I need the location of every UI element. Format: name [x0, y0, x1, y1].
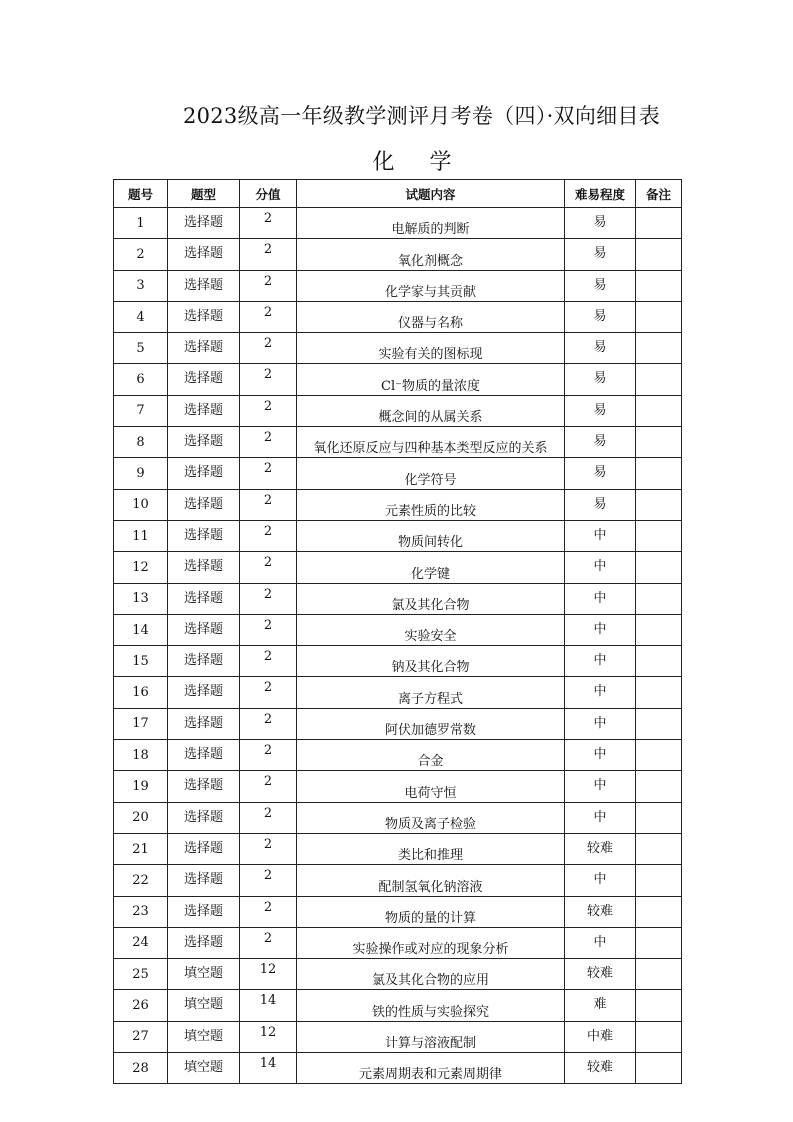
cell-difficulty: 易: [565, 208, 636, 239]
cell-content: 物质的量的计算: [297, 896, 565, 927]
cell-no: 5: [114, 333, 168, 364]
cell-score: 2: [240, 646, 297, 677]
cell-no: 22: [114, 865, 168, 896]
table-row: [114, 865, 682, 896]
cell-no: 28: [114, 1053, 168, 1084]
subject-title: 化 学: [372, 150, 466, 175]
table-row: [114, 771, 682, 802]
cell-content: 计算与溶液配制: [297, 1021, 565, 1052]
table-row: [114, 489, 682, 520]
cell-difficulty: 易: [565, 427, 636, 458]
cell-content: 物质间转化: [297, 520, 565, 551]
cell-content: 化学键: [297, 552, 565, 583]
cell-score: 2: [240, 520, 297, 551]
cell-score: 12: [240, 1021, 297, 1052]
table-row: [114, 458, 682, 489]
cell-no: 19: [114, 771, 168, 802]
cell-type: 选择题: [168, 677, 240, 708]
cell-remark: [636, 740, 682, 771]
cell-content: 氯及其化合物的应用: [297, 959, 565, 990]
cell-no: 16: [114, 677, 168, 708]
cell-score: 2: [240, 270, 297, 301]
table-row: [114, 1021, 682, 1052]
cell-difficulty: 中: [565, 583, 636, 614]
cell-no: 6: [114, 364, 168, 395]
cell-remark: [636, 208, 682, 239]
cell-content: 实验操作或对应的现象分析: [297, 927, 565, 958]
cell-content: 氯及其化合物: [297, 583, 565, 614]
cell-type: 选择题: [168, 552, 240, 583]
cell-score: 14: [240, 990, 297, 1021]
cell-type: 选择题: [168, 865, 240, 896]
cell-type: 选择题: [168, 489, 240, 520]
cell-no: 3: [114, 270, 168, 301]
cell-no: 14: [114, 614, 168, 645]
cell-remark: [636, 1021, 682, 1052]
cell-remark: [636, 771, 682, 802]
cell-type: 选择题: [168, 927, 240, 958]
cell-score: 2: [240, 239, 297, 270]
cell-difficulty: 难: [565, 990, 636, 1021]
header-content: 试题内容: [297, 180, 565, 208]
table-header-row: [114, 180, 682, 208]
cell-no: 4: [114, 301, 168, 332]
cell-score: 2: [240, 708, 297, 739]
cell-type: 选择题: [168, 802, 240, 833]
table-row: [114, 833, 682, 864]
cell-score: 2: [240, 301, 297, 332]
cell-difficulty: 易: [565, 270, 636, 301]
cell-content: 化学家与其贡献: [297, 270, 565, 301]
cell-content: 化学符号: [297, 458, 565, 489]
cell-type: 选择题: [168, 614, 240, 645]
table-row: [114, 1053, 682, 1084]
cell-type: 选择题: [168, 239, 240, 270]
cell-difficulty: 中: [565, 802, 636, 833]
cell-remark: [636, 646, 682, 677]
table-row: [114, 959, 682, 990]
cell-remark: [636, 896, 682, 927]
cell-type: 选择题: [168, 208, 240, 239]
table-row: [114, 333, 682, 364]
cell-difficulty: 易: [565, 364, 636, 395]
cell-no: 9: [114, 458, 168, 489]
table-row: [114, 552, 682, 583]
table-row: [114, 646, 682, 677]
cell-score: 2: [240, 333, 297, 364]
table-row: [114, 583, 682, 614]
cell-score: 2: [240, 208, 297, 239]
cell-remark: [636, 270, 682, 301]
cell-content: 仪器与名称: [297, 301, 565, 332]
cell-content: 阿伏加德罗常数: [297, 708, 565, 739]
cell-type: 选择题: [168, 270, 240, 301]
cell-no: 7: [114, 395, 168, 426]
cell-no: 10: [114, 489, 168, 520]
cell-content: 元素性质的比较: [297, 489, 565, 520]
cell-content: 元素周期表和元素周期律: [297, 1053, 565, 1084]
cell-no: 20: [114, 802, 168, 833]
table-row: [114, 990, 682, 1021]
cell-remark: [636, 333, 682, 364]
cell-content: 概念间的从属关系: [297, 395, 565, 426]
cell-type: 选择题: [168, 740, 240, 771]
cell-no: 17: [114, 708, 168, 739]
cell-difficulty: 中: [565, 740, 636, 771]
cell-difficulty: 易: [565, 239, 636, 270]
cell-remark: [636, 552, 682, 583]
table-row: [114, 270, 682, 301]
cell-no: 24: [114, 927, 168, 958]
cell-remark: [636, 802, 682, 833]
header-type: 题型: [168, 180, 240, 208]
cell-score: 2: [240, 833, 297, 864]
cell-score: 2: [240, 489, 297, 520]
cell-remark: [636, 239, 682, 270]
cell-remark: [636, 520, 682, 551]
cell-content: 电荷守恒: [297, 771, 565, 802]
table-row: [114, 301, 682, 332]
cell-type: 选择题: [168, 458, 240, 489]
table-row: [114, 364, 682, 395]
cell-score: 2: [240, 896, 297, 927]
cell-type: 选择题: [168, 833, 240, 864]
cell-remark: [636, 865, 682, 896]
cell-no: 1: [114, 208, 168, 239]
table-row: [114, 677, 682, 708]
cell-type: 选择题: [168, 427, 240, 458]
cell-content: 电解质的判断: [297, 208, 565, 239]
cell-score: 2: [240, 427, 297, 458]
cell-content: 离子方程式: [297, 677, 565, 708]
cell-score: 2: [240, 771, 297, 802]
cell-content: 氧化剂概念: [297, 239, 565, 270]
cell-difficulty: 中: [565, 552, 636, 583]
cell-remark: [636, 833, 682, 864]
cell-score: 2: [240, 802, 297, 833]
cell-difficulty: 中: [565, 865, 636, 896]
cell-type: 选择题: [168, 896, 240, 927]
cell-score: 2: [240, 458, 297, 489]
cell-no: 8: [114, 427, 168, 458]
cell-difficulty: 中: [565, 646, 636, 677]
cell-type: 填空题: [168, 1021, 240, 1052]
cell-content: 实验有关的图标现: [297, 333, 565, 364]
table-row: [114, 395, 682, 426]
cell-type: 选择题: [168, 583, 240, 614]
cell-difficulty: 中: [565, 771, 636, 802]
cell-no: 21: [114, 833, 168, 864]
cell-type: 填空题: [168, 959, 240, 990]
cell-type: 填空题: [168, 990, 240, 1021]
cell-difficulty: 较难: [565, 833, 636, 864]
cell-content: Cl⁻物质的量浓度: [297, 364, 565, 395]
cell-content: 铁的性质与实验探究: [297, 990, 565, 1021]
cell-difficulty: 易: [565, 489, 636, 520]
cell-type: 选择题: [168, 520, 240, 551]
header-difficulty: 难易程度: [565, 180, 636, 208]
cell-remark: [636, 1053, 682, 1084]
cell-remark: [636, 364, 682, 395]
cell-content: 配制氢氧化钠溶液: [297, 865, 565, 896]
table-row: [114, 927, 682, 958]
cell-score: 2: [240, 740, 297, 771]
cell-no: 27: [114, 1021, 168, 1052]
cell-score: 12: [240, 959, 297, 990]
cell-content: 类比和推理: [297, 833, 565, 864]
cell-difficulty: 中: [565, 927, 636, 958]
table-row: [114, 239, 682, 270]
cell-remark: [636, 927, 682, 958]
cell-score: 2: [240, 865, 297, 896]
cell-type: 选择题: [168, 364, 240, 395]
header-remark: 备注: [636, 180, 682, 208]
cell-no: 23: [114, 896, 168, 927]
cell-no: 26: [114, 990, 168, 1021]
cell-remark: [636, 489, 682, 520]
table-row: [114, 614, 682, 645]
cell-difficulty: 较难: [565, 959, 636, 990]
cell-content: 钠及其化合物: [297, 646, 565, 677]
table-row: [114, 520, 682, 551]
cell-score: 2: [240, 583, 297, 614]
cell-score: 2: [240, 364, 297, 395]
cell-difficulty: 中: [565, 614, 636, 645]
table-row: [114, 802, 682, 833]
cell-no: 15: [114, 646, 168, 677]
cell-no: 2: [114, 239, 168, 270]
cell-content: 氧化还原反应与四种基本类型反应的关系: [297, 427, 565, 458]
cell-score: 2: [240, 677, 297, 708]
cell-remark: [636, 677, 682, 708]
cell-type: 选择题: [168, 771, 240, 802]
cell-remark: [636, 990, 682, 1021]
cell-content: 物质及离子检验: [297, 802, 565, 833]
header-score: 分值: [240, 180, 297, 208]
cell-difficulty: 中: [565, 520, 636, 551]
cell-type: 选择题: [168, 646, 240, 677]
cell-remark: [636, 614, 682, 645]
cell-no: 12: [114, 552, 168, 583]
cell-no: 13: [114, 583, 168, 614]
cell-difficulty: 中难: [565, 1021, 636, 1052]
cell-remark: [636, 708, 682, 739]
table-row: [114, 708, 682, 739]
table-row: [114, 427, 682, 458]
cell-remark: [636, 458, 682, 489]
cell-type: 选择题: [168, 333, 240, 364]
cell-no: 25: [114, 959, 168, 990]
cell-score: 14: [240, 1053, 297, 1084]
header-no: 题号: [114, 180, 168, 208]
cell-type: 填空题: [168, 1053, 240, 1084]
cell-no: 11: [114, 520, 168, 551]
table-row: [114, 208, 682, 239]
cell-score: 2: [240, 395, 297, 426]
cell-remark: [636, 301, 682, 332]
cell-type: 选择题: [168, 708, 240, 739]
cell-difficulty: 易: [565, 395, 636, 426]
cell-difficulty: 易: [565, 301, 636, 332]
cell-difficulty: 易: [565, 333, 636, 364]
cell-difficulty: 较难: [565, 1053, 636, 1084]
document-title: 2023级高一年级教学测评月考卷（四）·双向细目表: [182, 104, 661, 128]
cell-type: 选择题: [168, 301, 240, 332]
table-row: [114, 740, 682, 771]
cell-content: 合金: [297, 740, 565, 771]
cell-no: 18: [114, 740, 168, 771]
cell-remark: [636, 395, 682, 426]
cell-remark: [636, 959, 682, 990]
cell-difficulty: 中: [565, 677, 636, 708]
cell-content: 实验安全: [297, 614, 565, 645]
cell-difficulty: 较难: [565, 896, 636, 927]
spec-table: [113, 179, 682, 1084]
cell-score: 2: [240, 614, 297, 645]
cell-type: 选择题: [168, 395, 240, 426]
cell-difficulty: 中: [565, 708, 636, 739]
table-row: [114, 896, 682, 927]
cell-remark: [636, 583, 682, 614]
cell-difficulty: 易: [565, 458, 636, 489]
cell-score: 2: [240, 927, 297, 958]
cell-remark: [636, 427, 682, 458]
cell-score: 2: [240, 552, 297, 583]
